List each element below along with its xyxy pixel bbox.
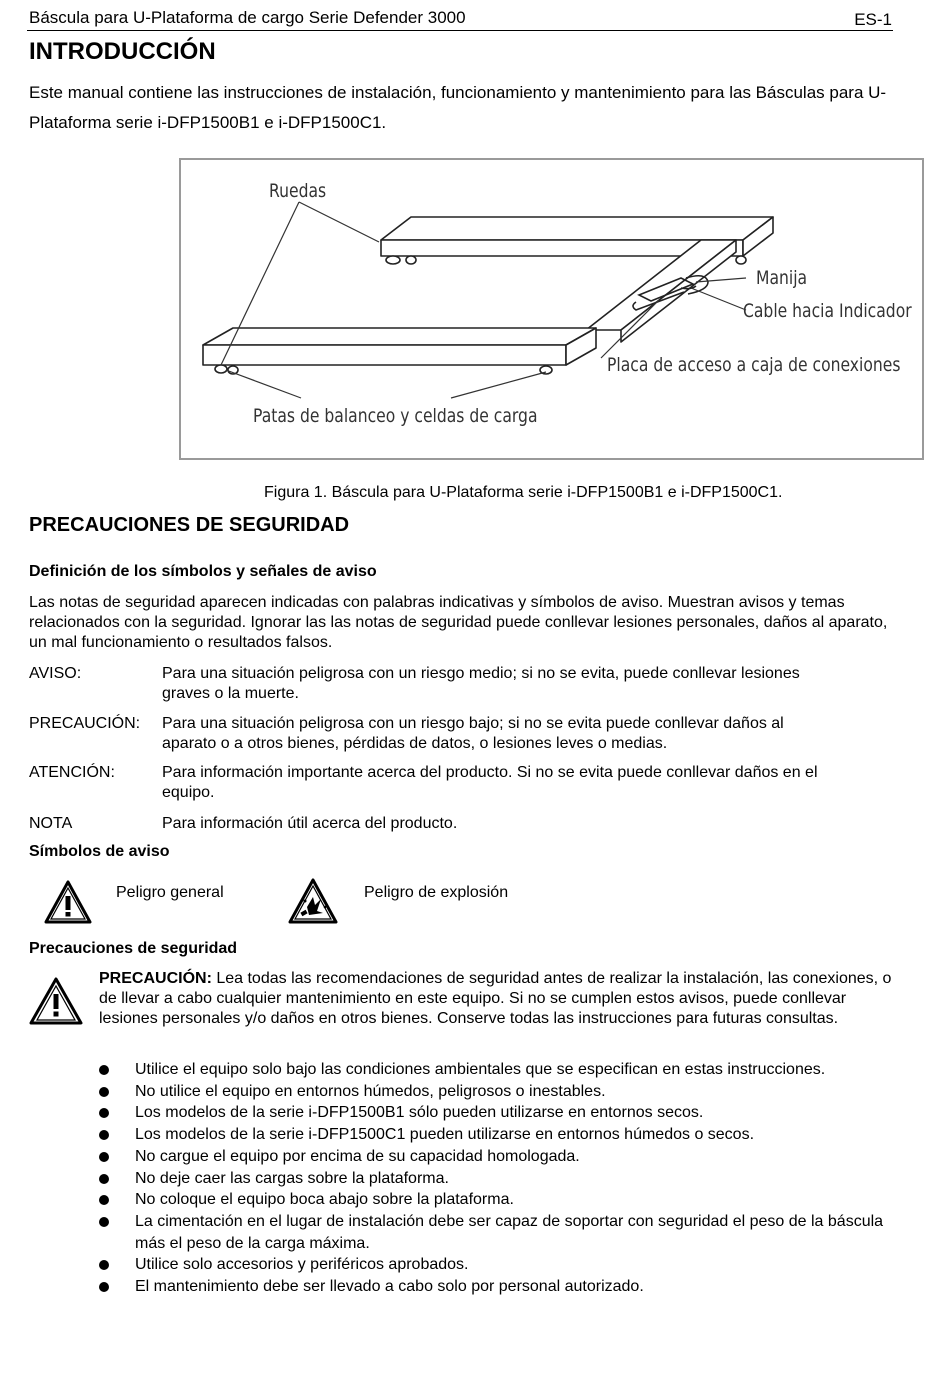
list-item-text: No cargue el equipo por encima de su capacidad homologada. [135, 1147, 580, 1165]
bullet-icon [99, 1065, 109, 1075]
page-number: ES-1 [854, 10, 892, 29]
list-item-text: La cimentación en el lugar de instalación debe ser capaz de soportar con seguridad el peso de la báscula más el peso de la carga máxima. [135, 1212, 884, 1252]
list-item [99, 1059, 909, 1081]
figure-caption: Figura 1. Báscula para U-Plataforma serie i-DFP1500B1 e i-DFP1500C1. [264, 484, 783, 501]
running-header-title: Báscula para U-Plataforma de cargo Serie Defender 3000 [29, 8, 466, 27]
callout-placa: Placa de acceso a caja de conexiones [607, 354, 901, 376]
list-item-text: El mantenimiento debe ser llevado a cabo solo por personal autorizado. [135, 1278, 644, 1296]
callout-ruedas: Ruedas [269, 180, 327, 202]
def-desc-precaucion: Para una situación peligrosa con un riesgo bajo; si no se evita puede conllevar daños al aparato o a otros bienes, pérdidas de datos, o lesiones leves o medias. [162, 715, 784, 752]
def-desc-aviso: Para una situación peligrosa con un riesgo medio; si no se evita, puede conllevar lesiones graves o la muerte. [162, 665, 800, 702]
list-item [99, 1081, 909, 1103]
safety-heading: PRECAUCIONES DE SEGURIDAD [29, 514, 350, 536]
callout-cable: Cable hacia Indicador [743, 300, 912, 322]
header-rule [27, 30, 893, 31]
symbols-heading: Símbolos de aviso [29, 843, 170, 860]
list-item [99, 1168, 909, 1190]
callout-manija: Manija [756, 267, 808, 289]
def-desc-atencion: Para información importante acerca del producto. Si no se evita puede conllevar daños en el equipo. [162, 764, 818, 801]
bullet-icon [99, 1130, 109, 1140]
intro-heading: INTRODUCCIÓN [29, 38, 216, 65]
symbol-label-explosion: Peligro de explosión [364, 884, 509, 901]
def-desc-nota: Para información útil acerca del producto. [162, 815, 458, 832]
list-item-text: Los modelos de la serie i-DFP1500C1 pueden utilizarse en entornos húmedos o secos. [135, 1126, 755, 1144]
definitions-heading: Definición de los símbolos y señales de aviso [29, 563, 377, 580]
bullet-icon [99, 1217, 109, 1227]
list-item [99, 1124, 909, 1146]
safety-bullet-list [99, 1059, 909, 1298]
caution-paragraph [99, 969, 909, 1029]
caution-warning-icon [28, 976, 84, 1026]
caution-text: Lea todas las recomendaciones de seguridad antes de realizar la instalación, las conexiones, o de llevar a cabo cualquier mantenimiento en este equipo. Si no se cumplen estos avisos, puede conllevar lesiones personales y/o daños en otros bienes. Conserve todas las instrucciones para futuras consultas. [99, 970, 892, 1027]
scale-figure [179, 158, 924, 460]
precautions-heading: Precauciones de seguridad [29, 940, 238, 957]
list-item-text: No deje caer las cargas sobre la plataforma. [135, 1169, 449, 1187]
def-term-precaucion: PRECAUCIÓN: [29, 715, 141, 732]
bullet-icon [99, 1152, 109, 1162]
list-item [99, 1102, 909, 1124]
caution-label: PRECAUCIÓN: [99, 970, 212, 987]
bullet-icon [99, 1087, 109, 1097]
bullet-icon [99, 1195, 109, 1205]
definitions-intro: Las notas de seguridad aparecen indicadas con palabras indicativas y símbolos de aviso. Muestran avisos y temas relacionados con la seguridad. Ignorar las las notas de seguridad puede conllevar lesiones personales, daños al aparato, un mal funcionamiento o resultados falsos. [29, 594, 888, 651]
def-term-nota: NOTA [29, 815, 73, 832]
def-term-atencion: ATENCIÓN: [29, 764, 115, 781]
def-term-aviso: AVISO: [29, 665, 82, 682]
list-item-text: Utilice el equipo solo bajo las condiciones ambientales que se especifican en estas instrucciones. [135, 1061, 826, 1078]
list-item [99, 1254, 909, 1276]
list-item-text: No coloque el equipo boca abajo sobre la plataforma. [135, 1191, 514, 1209]
list-item-text: Los modelos de la serie i-DFP1500B1 sólo pueden utilizarse en entornos secos. [135, 1104, 704, 1122]
bullet-icon [99, 1174, 109, 1184]
intro-paragraph: Este manual contiene las instrucciones de instalación, funcionamiento y mantenimiento para las Básculas para U-Plataforma serie i-DFP1500B1 e i-DFP1500C1. [29, 83, 887, 132]
list-item [99, 1211, 909, 1254]
list-item [99, 1189, 909, 1211]
symbol-label-general: Peligro general [116, 884, 224, 901]
bullet-icon [99, 1260, 109, 1270]
list-item-text: Utilice solo accesorios y periféricos aprobados. [135, 1256, 469, 1274]
bullet-icon [99, 1282, 109, 1292]
general-danger-icon [43, 879, 93, 925]
list-item-text: No utilice el equipo en entornos húmedos, peligrosos o inestables. [135, 1082, 606, 1100]
list-item [99, 1146, 909, 1168]
bullet-icon [99, 1108, 109, 1118]
list-item [99, 1276, 909, 1298]
explosion-danger-icon [287, 877, 339, 925]
callout-patas: Patas de balanceo y celdas de carga [253, 405, 538, 427]
